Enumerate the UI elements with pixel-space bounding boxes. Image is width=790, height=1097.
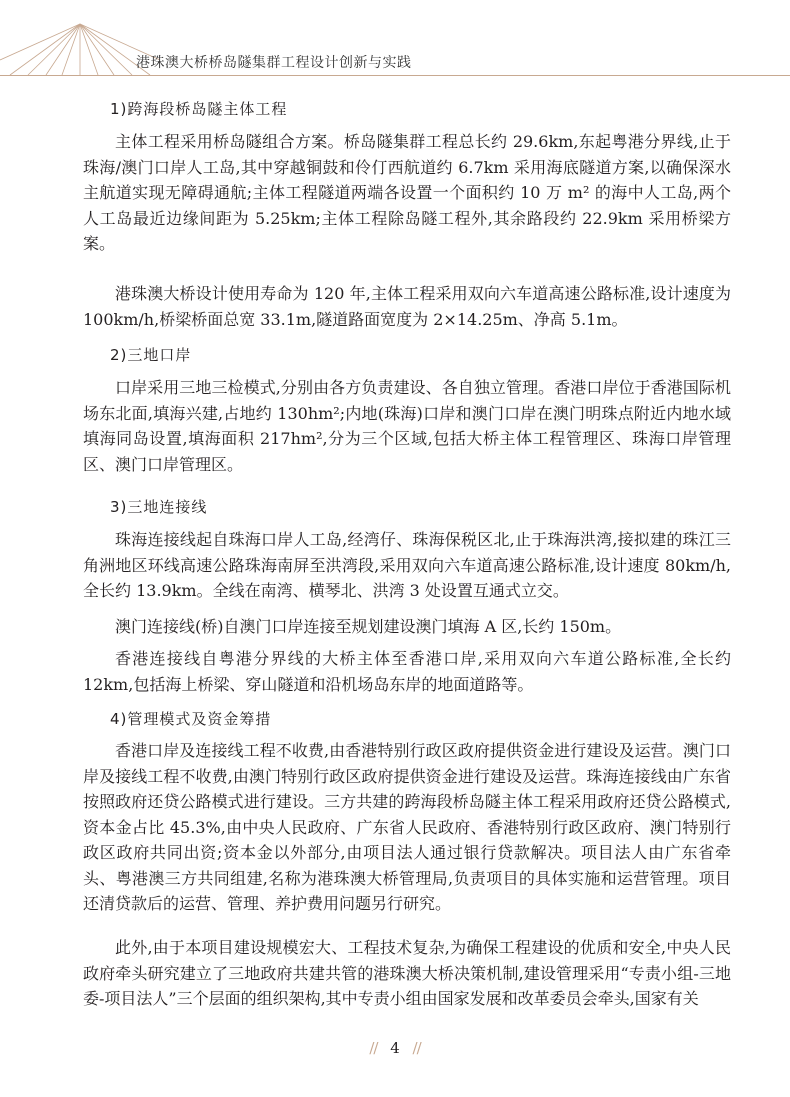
section-heading-4: 4)管理模式及资金筹措 [110,710,272,728]
section-heading-2: 2)三地口岸 [110,346,192,364]
paragraph-4-2: 此外,由于本项目建设规模宏大、工程技术复杂,为确保工程建设的优质和安全,中央人民政府牵头研究建立了三地政府共建共管的港珠澳大桥决策机制,建设管理采用“专责小组-三地委-项目法人”三个层面的组织架构,其中专责小组由国家发展和改革委员会牵头,国家有关 [83,938,731,1008]
footer-left-mark: // [369,1039,378,1057]
running-header-title: 港珠澳大桥桥岛隧集群工程设计创新与实践 [136,55,412,71]
paragraph-1-1: 主体工程采用桥岛隧组合方案。桥岛隧集群工程总长约 29.6km,东起粤港分界线,止于珠海/澳门口岸人工岛,其中穿越铜鼓和伶仃西航道约 6.7km 采用海底隧道方案,以确保深水主航道实现无障碍通航;主体工程隧道两端各设置一个面积约 10 万 m² 的海中人工岛,两个人工岛最近边缘间距为 5.25km;主体工程除岛隧工程外,其余路段约 22.9km 采用桥梁方案。 [83,132,731,253]
page-number: 4 [390,1039,400,1057]
paragraph-1-2: 港珠澳大桥设计使用寿命为 120 年,主体工程采用双向六车道高速公路标准,设计速度为100km/h,桥梁桥面总宽 33.1m,隧道路面宽度为 2×14.25m、净高 5.1m。 [83,284,731,329]
paragraph-4-1: 香港口岸及连接线工程不收费,由香港特别行政区政府提供资金进行建设及运营。澳门口岸及接线工程不收费,由澳门特别行政区政府提供资金进行建设及运营。珠海连接线由广东省按照政府还贷公路模式进行建设。三方共建的跨海段桥岛隧主体工程采用政府还贷公路模式,资本金占比 45.3%,由中央人民政府、广东省人民政府、香港特别行政区政府、澳门特别行政区政府共同出资;资本金以外部分,由项目法人通过银行贷款解决。项目法人由广东省牵头、粤港澳三方共同组建,名称为港珠澳大桥管理局,负责项目的具体实施和运营管理。项目还清贷款后的运营、管理、养护费用问题另行研究。 [83,741,731,913]
section-heading-3: 3)三地连接线 [110,498,208,516]
paragraph-2-1: 口岸采用三地三检模式,分别由各方负责建设、各自独立管理。香港口岸位于香港国际机场东北面,填海兴建,占地约 130hm²;内地(珠海)口岸和澳门口岸在澳门明珠点附近内地水域填海同岛设置,填海面积 217hm²,分为三个区域,包括大桥主体工程管理区、珠海口岸管理区、澳门口岸管理区。 [83,378,731,474]
header-divider [0,75,790,76]
footer-right-mark: // [412,1039,421,1057]
page-footer [0,1039,790,1057]
paragraph-3-1: 珠海连接线起自珠海口岸人工岛,经湾仔、珠海保税区北,止于珠海洪湾,接拟建的珠江三角洲地区环线高速公路珠海南屏至洪湾段,采用双向六车道高速公路标准,设计速度 80km/h,全长约 13.9km。全线在南湾、横琴北、洪湾 3 处设置互通式立交。 [83,530,731,600]
paragraph-3-3: 香港连接线自粤港分界线的大桥主体至香港口岸,采用双向六车道公路标准,全长约12km,包括海上桥梁、穿山隧道和沿机场岛东岸的地面道路等。 [83,649,731,694]
paragraph-3-2: 澳门连接线(桥)自澳门口岸连接至规划建设澳门填海 A 区,长约 150m。 [115,617,622,636]
section-heading-1: 1)跨海段桥岛隧主体工程 [110,100,288,118]
